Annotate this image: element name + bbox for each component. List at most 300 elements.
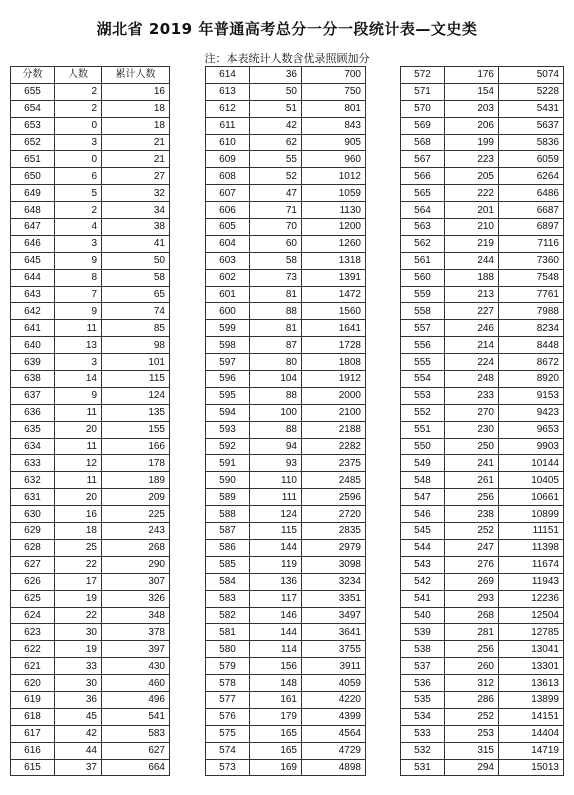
cumulative-cell: 8448: [499, 337, 564, 354]
score-cell: 533: [401, 725, 445, 742]
cumulative-cell: 155: [102, 421, 170, 438]
table-row: [401, 624, 564, 641]
table-row: [11, 691, 170, 708]
count-cell: 81: [250, 320, 302, 337]
cumulative-cell: 4898: [302, 759, 366, 776]
count-cell: 213: [445, 286, 499, 303]
table-row: [11, 354, 170, 371]
table-row: [206, 83, 366, 100]
score-cell: 616: [11, 742, 55, 759]
count-cell: 30: [55, 675, 102, 692]
count-cell: 9: [55, 387, 102, 404]
page-title: 湖北省 2019 年普通高考总分一分一段统计表—文史类: [96, 20, 478, 38]
score-cell: 619: [11, 691, 55, 708]
cumulative-cell: 2835: [302, 523, 366, 540]
table-row: [11, 759, 170, 776]
table-row: [206, 219, 366, 236]
cumulative-cell: 1641: [302, 320, 366, 337]
count-cell: 148: [250, 675, 302, 692]
table-row: [11, 83, 170, 100]
header-count: 人数: [55, 67, 102, 84]
score-table-middle: [205, 66, 366, 776]
score-cell: 584: [206, 573, 250, 590]
count-cell: 248: [445, 371, 499, 388]
count-cell: 88: [250, 303, 302, 320]
count-cell: 114: [250, 641, 302, 658]
cumulative-cell: 4220: [302, 691, 366, 708]
table-row: [401, 404, 564, 421]
cumulative-cell: 101: [102, 354, 170, 371]
cumulative-cell: 166: [102, 438, 170, 455]
table-row: [401, 219, 564, 236]
count-cell: 94: [250, 438, 302, 455]
table-row: [401, 117, 564, 134]
cumulative-cell: 1472: [302, 286, 366, 303]
cumulative-cell: 209: [102, 489, 170, 506]
table-row: [206, 117, 366, 134]
table-row: [11, 742, 170, 759]
cumulative-cell: 2979: [302, 539, 366, 556]
score-cell: 547: [401, 489, 445, 506]
cumulative-cell: 15013: [499, 759, 564, 776]
table-row: [11, 489, 170, 506]
score-cell: 579: [206, 658, 250, 675]
cumulative-cell: 4729: [302, 742, 366, 759]
table-row: [206, 539, 366, 556]
table-row: [11, 573, 170, 590]
score-cell: 541: [401, 590, 445, 607]
score-cell: 534: [401, 708, 445, 725]
score-cell: 610: [206, 134, 250, 151]
cumulative-cell: 496: [102, 691, 170, 708]
cumulative-cell: 4399: [302, 708, 366, 725]
table-row: [11, 387, 170, 404]
table-row: [206, 235, 366, 252]
table-row: [11, 185, 170, 202]
count-cell: 165: [250, 742, 302, 759]
count-cell: 9: [55, 303, 102, 320]
table-row: [206, 641, 366, 658]
count-cell: 119: [250, 556, 302, 573]
score-cell: 646: [11, 235, 55, 252]
count-cell: 11: [55, 320, 102, 337]
cumulative-cell: 7116: [499, 235, 564, 252]
cumulative-cell: 10899: [499, 506, 564, 523]
table-row: [401, 438, 564, 455]
count-cell: 104: [250, 371, 302, 388]
count-cell: 230: [445, 421, 499, 438]
count-cell: 51: [250, 100, 302, 117]
table-row: [11, 658, 170, 675]
count-cell: 3: [55, 235, 102, 252]
table-row: [206, 303, 366, 320]
score-cell: 553: [401, 387, 445, 404]
table-row: [401, 455, 564, 472]
table-row: [206, 134, 366, 151]
score-cell: 654: [11, 100, 55, 117]
score-cell: 627: [11, 556, 55, 573]
score-cell: 552: [401, 404, 445, 421]
table-row: [401, 658, 564, 675]
cumulative-cell: 34: [102, 202, 170, 219]
count-cell: 55: [250, 151, 302, 168]
table-row: [401, 472, 564, 489]
table-row: [206, 404, 366, 421]
score-cell: 598: [206, 337, 250, 354]
score-cell: 588: [206, 506, 250, 523]
count-cell: 11: [55, 404, 102, 421]
count-cell: 238: [445, 506, 499, 523]
table-row: [401, 269, 564, 286]
score-cell: 566: [401, 168, 445, 185]
table-row: [11, 725, 170, 742]
table-row: [11, 337, 170, 354]
cumulative-cell: 18: [102, 100, 170, 117]
score-cell: 575: [206, 725, 250, 742]
table-row: [401, 151, 564, 168]
cumulative-cell: 801: [302, 100, 366, 117]
table-row: [11, 134, 170, 151]
cumulative-cell: 3351: [302, 590, 366, 607]
count-cell: 0: [55, 151, 102, 168]
count-cell: 87: [250, 337, 302, 354]
count-cell: 18: [55, 523, 102, 540]
table-row: [401, 320, 564, 337]
count-cell: 110: [250, 472, 302, 489]
table-row: [206, 354, 366, 371]
cumulative-cell: 189: [102, 472, 170, 489]
cumulative-cell: 11943: [499, 573, 564, 590]
score-cell: 561: [401, 252, 445, 269]
cumulative-cell: 32: [102, 185, 170, 202]
cumulative-cell: 3234: [302, 573, 366, 590]
cumulative-cell: 1912: [302, 371, 366, 388]
table-row: [206, 320, 366, 337]
score-cell: 612: [206, 100, 250, 117]
cumulative-cell: 348: [102, 607, 170, 624]
cumulative-cell: 5228: [499, 83, 564, 100]
table-row: [206, 691, 366, 708]
count-cell: 36: [55, 691, 102, 708]
score-cell: 581: [206, 624, 250, 641]
score-cell: 603: [206, 252, 250, 269]
cumulative-cell: 326: [102, 590, 170, 607]
table-row: [401, 168, 564, 185]
table-row: [206, 708, 366, 725]
score-cell: 625: [11, 590, 55, 607]
table-row: [401, 708, 564, 725]
cumulative-cell: 7360: [499, 252, 564, 269]
count-cell: 33: [55, 658, 102, 675]
score-cell: 630: [11, 506, 55, 523]
count-cell: 252: [445, 708, 499, 725]
table-row: [401, 303, 564, 320]
score-cell: 640: [11, 337, 55, 354]
count-cell: 203: [445, 100, 499, 117]
table-row: [401, 421, 564, 438]
count-cell: 312: [445, 675, 499, 692]
score-cell: 597: [206, 354, 250, 371]
count-cell: 176: [445, 67, 499, 84]
score-cell: 572: [401, 67, 445, 84]
count-cell: 286: [445, 691, 499, 708]
score-cell: 649: [11, 185, 55, 202]
score-cell: 601: [206, 286, 250, 303]
table-row: [11, 624, 170, 641]
cumulative-cell: 1391: [302, 269, 366, 286]
cumulative-cell: 3911: [302, 658, 366, 675]
count-cell: 2: [55, 100, 102, 117]
table-row: [11, 675, 170, 692]
score-cell: 590: [206, 472, 250, 489]
count-cell: 52: [250, 168, 302, 185]
score-cell: 629: [11, 523, 55, 540]
cumulative-cell: 664: [102, 759, 170, 776]
score-cell: 538: [401, 641, 445, 658]
count-cell: 244: [445, 252, 499, 269]
cumulative-cell: 2282: [302, 438, 366, 455]
table-row: [11, 219, 170, 236]
count-cell: 44: [55, 742, 102, 759]
score-cell: 624: [11, 607, 55, 624]
score-cell: 638: [11, 371, 55, 388]
count-cell: 250: [445, 438, 499, 455]
count-cell: 247: [445, 539, 499, 556]
count-cell: 11: [55, 438, 102, 455]
score-cell: 644: [11, 269, 55, 286]
count-cell: 117: [250, 590, 302, 607]
cumulative-cell: 5431: [499, 100, 564, 117]
table-row: [206, 168, 366, 185]
table-row: [11, 168, 170, 185]
score-cell: 608: [206, 168, 250, 185]
table-row: [206, 506, 366, 523]
score-cell: 562: [401, 235, 445, 252]
count-cell: 100: [250, 404, 302, 421]
cumulative-cell: 16: [102, 83, 170, 100]
score-cell: 560: [401, 269, 445, 286]
cumulative-cell: 41: [102, 235, 170, 252]
count-cell: 269: [445, 573, 499, 590]
table-row: [401, 725, 564, 742]
score-cell: 580: [206, 641, 250, 658]
count-cell: 9: [55, 252, 102, 269]
cumulative-cell: 9423: [499, 404, 564, 421]
table-row: [206, 523, 366, 540]
score-cell: 641: [11, 320, 55, 337]
cumulative-cell: 2720: [302, 506, 366, 523]
table-row: [206, 489, 366, 506]
count-cell: 256: [445, 489, 499, 506]
cumulative-cell: 3098: [302, 556, 366, 573]
score-cell: 622: [11, 641, 55, 658]
score-cell: 635: [11, 421, 55, 438]
score-cell: 607: [206, 185, 250, 202]
count-cell: 71: [250, 202, 302, 219]
header-row: [11, 67, 170, 84]
score-cell: 645: [11, 252, 55, 269]
score-cell: 595: [206, 387, 250, 404]
cumulative-cell: 10405: [499, 472, 564, 489]
score-cell: 615: [11, 759, 55, 776]
count-cell: 214: [445, 337, 499, 354]
table-row: [11, 269, 170, 286]
count-cell: 16: [55, 506, 102, 523]
cumulative-cell: 1728: [302, 337, 366, 354]
table-row: [11, 235, 170, 252]
header-score: 分数: [11, 67, 55, 84]
count-cell: 165: [250, 725, 302, 742]
score-cell: 589: [206, 489, 250, 506]
cumulative-cell: 2485: [302, 472, 366, 489]
cumulative-cell: 1318: [302, 252, 366, 269]
table-row: [401, 489, 564, 506]
score-cell: 653: [11, 117, 55, 134]
cumulative-cell: 74: [102, 303, 170, 320]
count-cell: 281: [445, 624, 499, 641]
cumulative-cell: 3755: [302, 641, 366, 658]
cumulative-cell: 13041: [499, 641, 564, 658]
count-cell: 246: [445, 320, 499, 337]
table-row: [401, 134, 564, 151]
cumulative-cell: 65: [102, 286, 170, 303]
score-cell: 600: [206, 303, 250, 320]
score-cell: 537: [401, 658, 445, 675]
cumulative-cell: 307: [102, 573, 170, 590]
count-cell: 19: [55, 590, 102, 607]
score-cell: 637: [11, 387, 55, 404]
score-cell: 549: [401, 455, 445, 472]
score-table-left: [10, 66, 170, 776]
cumulative-cell: 21: [102, 151, 170, 168]
score-cell: 647: [11, 219, 55, 236]
count-cell: 42: [250, 117, 302, 134]
score-cell: 557: [401, 320, 445, 337]
cumulative-cell: 12504: [499, 607, 564, 624]
cumulative-cell: 27: [102, 168, 170, 185]
header-cumulative: 累计人数: [102, 67, 170, 84]
score-cell: 569: [401, 117, 445, 134]
score-cell: 531: [401, 759, 445, 776]
count-cell: 14: [55, 371, 102, 388]
table-row: [11, 117, 170, 134]
count-cell: 179: [250, 708, 302, 725]
count-cell: 188: [445, 269, 499, 286]
count-cell: 144: [250, 624, 302, 641]
count-cell: 222: [445, 185, 499, 202]
cumulative-cell: 10144: [499, 455, 564, 472]
cumulative-cell: 1130: [302, 202, 366, 219]
table-row: [11, 202, 170, 219]
score-cell: 554: [401, 371, 445, 388]
table-row: [11, 590, 170, 607]
cumulative-cell: 124: [102, 387, 170, 404]
score-cell: 563: [401, 219, 445, 236]
count-cell: 22: [55, 607, 102, 624]
cumulative-cell: 2188: [302, 421, 366, 438]
count-cell: 81: [250, 286, 302, 303]
cumulative-cell: 2000: [302, 387, 366, 404]
count-cell: 224: [445, 354, 499, 371]
count-cell: 36: [250, 67, 302, 84]
table-row: [206, 269, 366, 286]
cumulative-cell: 13899: [499, 691, 564, 708]
score-cell: 655: [11, 83, 55, 100]
table-row: [11, 641, 170, 658]
cumulative-cell: 7761: [499, 286, 564, 303]
score-cell: 556: [401, 337, 445, 354]
cumulative-cell: 8920: [499, 371, 564, 388]
score-cell: 571: [401, 83, 445, 100]
table-row: [206, 252, 366, 269]
score-cell: 620: [11, 675, 55, 692]
table-row: [206, 675, 366, 692]
score-cell: 574: [206, 742, 250, 759]
count-cell: 227: [445, 303, 499, 320]
table-row: [11, 708, 170, 725]
count-cell: 45: [55, 708, 102, 725]
score-table-right: [400, 66, 564, 776]
score-cell: 651: [11, 151, 55, 168]
count-cell: 241: [445, 455, 499, 472]
table-row: [401, 742, 564, 759]
score-cell: 582: [206, 607, 250, 624]
score-cell: 532: [401, 742, 445, 759]
count-cell: 19: [55, 641, 102, 658]
table-row: [206, 607, 366, 624]
count-cell: 93: [250, 455, 302, 472]
cumulative-cell: 8672: [499, 354, 564, 371]
score-cell: 611: [206, 117, 250, 134]
count-cell: 60: [250, 235, 302, 252]
count-cell: 270: [445, 404, 499, 421]
cumulative-cell: 4059: [302, 675, 366, 692]
cumulative-cell: 9653: [499, 421, 564, 438]
score-cell: 591: [206, 455, 250, 472]
table-row: [401, 185, 564, 202]
table-row: [11, 286, 170, 303]
table-row: [11, 421, 170, 438]
score-cell: 587: [206, 523, 250, 540]
count-cell: 70: [250, 219, 302, 236]
count-cell: 294: [445, 759, 499, 776]
score-cell: 617: [11, 725, 55, 742]
count-cell: 268: [445, 607, 499, 624]
table-row: [206, 371, 366, 388]
score-cell: 639: [11, 354, 55, 371]
table-row: [401, 371, 564, 388]
count-cell: 3: [55, 354, 102, 371]
cumulative-cell: 98: [102, 337, 170, 354]
table-row: [206, 387, 366, 404]
score-cell: 636: [11, 404, 55, 421]
cumulative-cell: 85: [102, 320, 170, 337]
cumulative-cell: 14719: [499, 742, 564, 759]
cumulative-cell: 1560: [302, 303, 366, 320]
score-cell: 577: [206, 691, 250, 708]
count-cell: 210: [445, 219, 499, 236]
score-cell: 633: [11, 455, 55, 472]
table-row: [11, 472, 170, 489]
score-cell: 618: [11, 708, 55, 725]
count-cell: 136: [250, 573, 302, 590]
cumulative-cell: 8234: [499, 320, 564, 337]
count-cell: 111: [250, 489, 302, 506]
score-cell: 642: [11, 303, 55, 320]
cumulative-cell: 225: [102, 506, 170, 523]
table-row: [11, 404, 170, 421]
cumulative-cell: 7988: [499, 303, 564, 320]
